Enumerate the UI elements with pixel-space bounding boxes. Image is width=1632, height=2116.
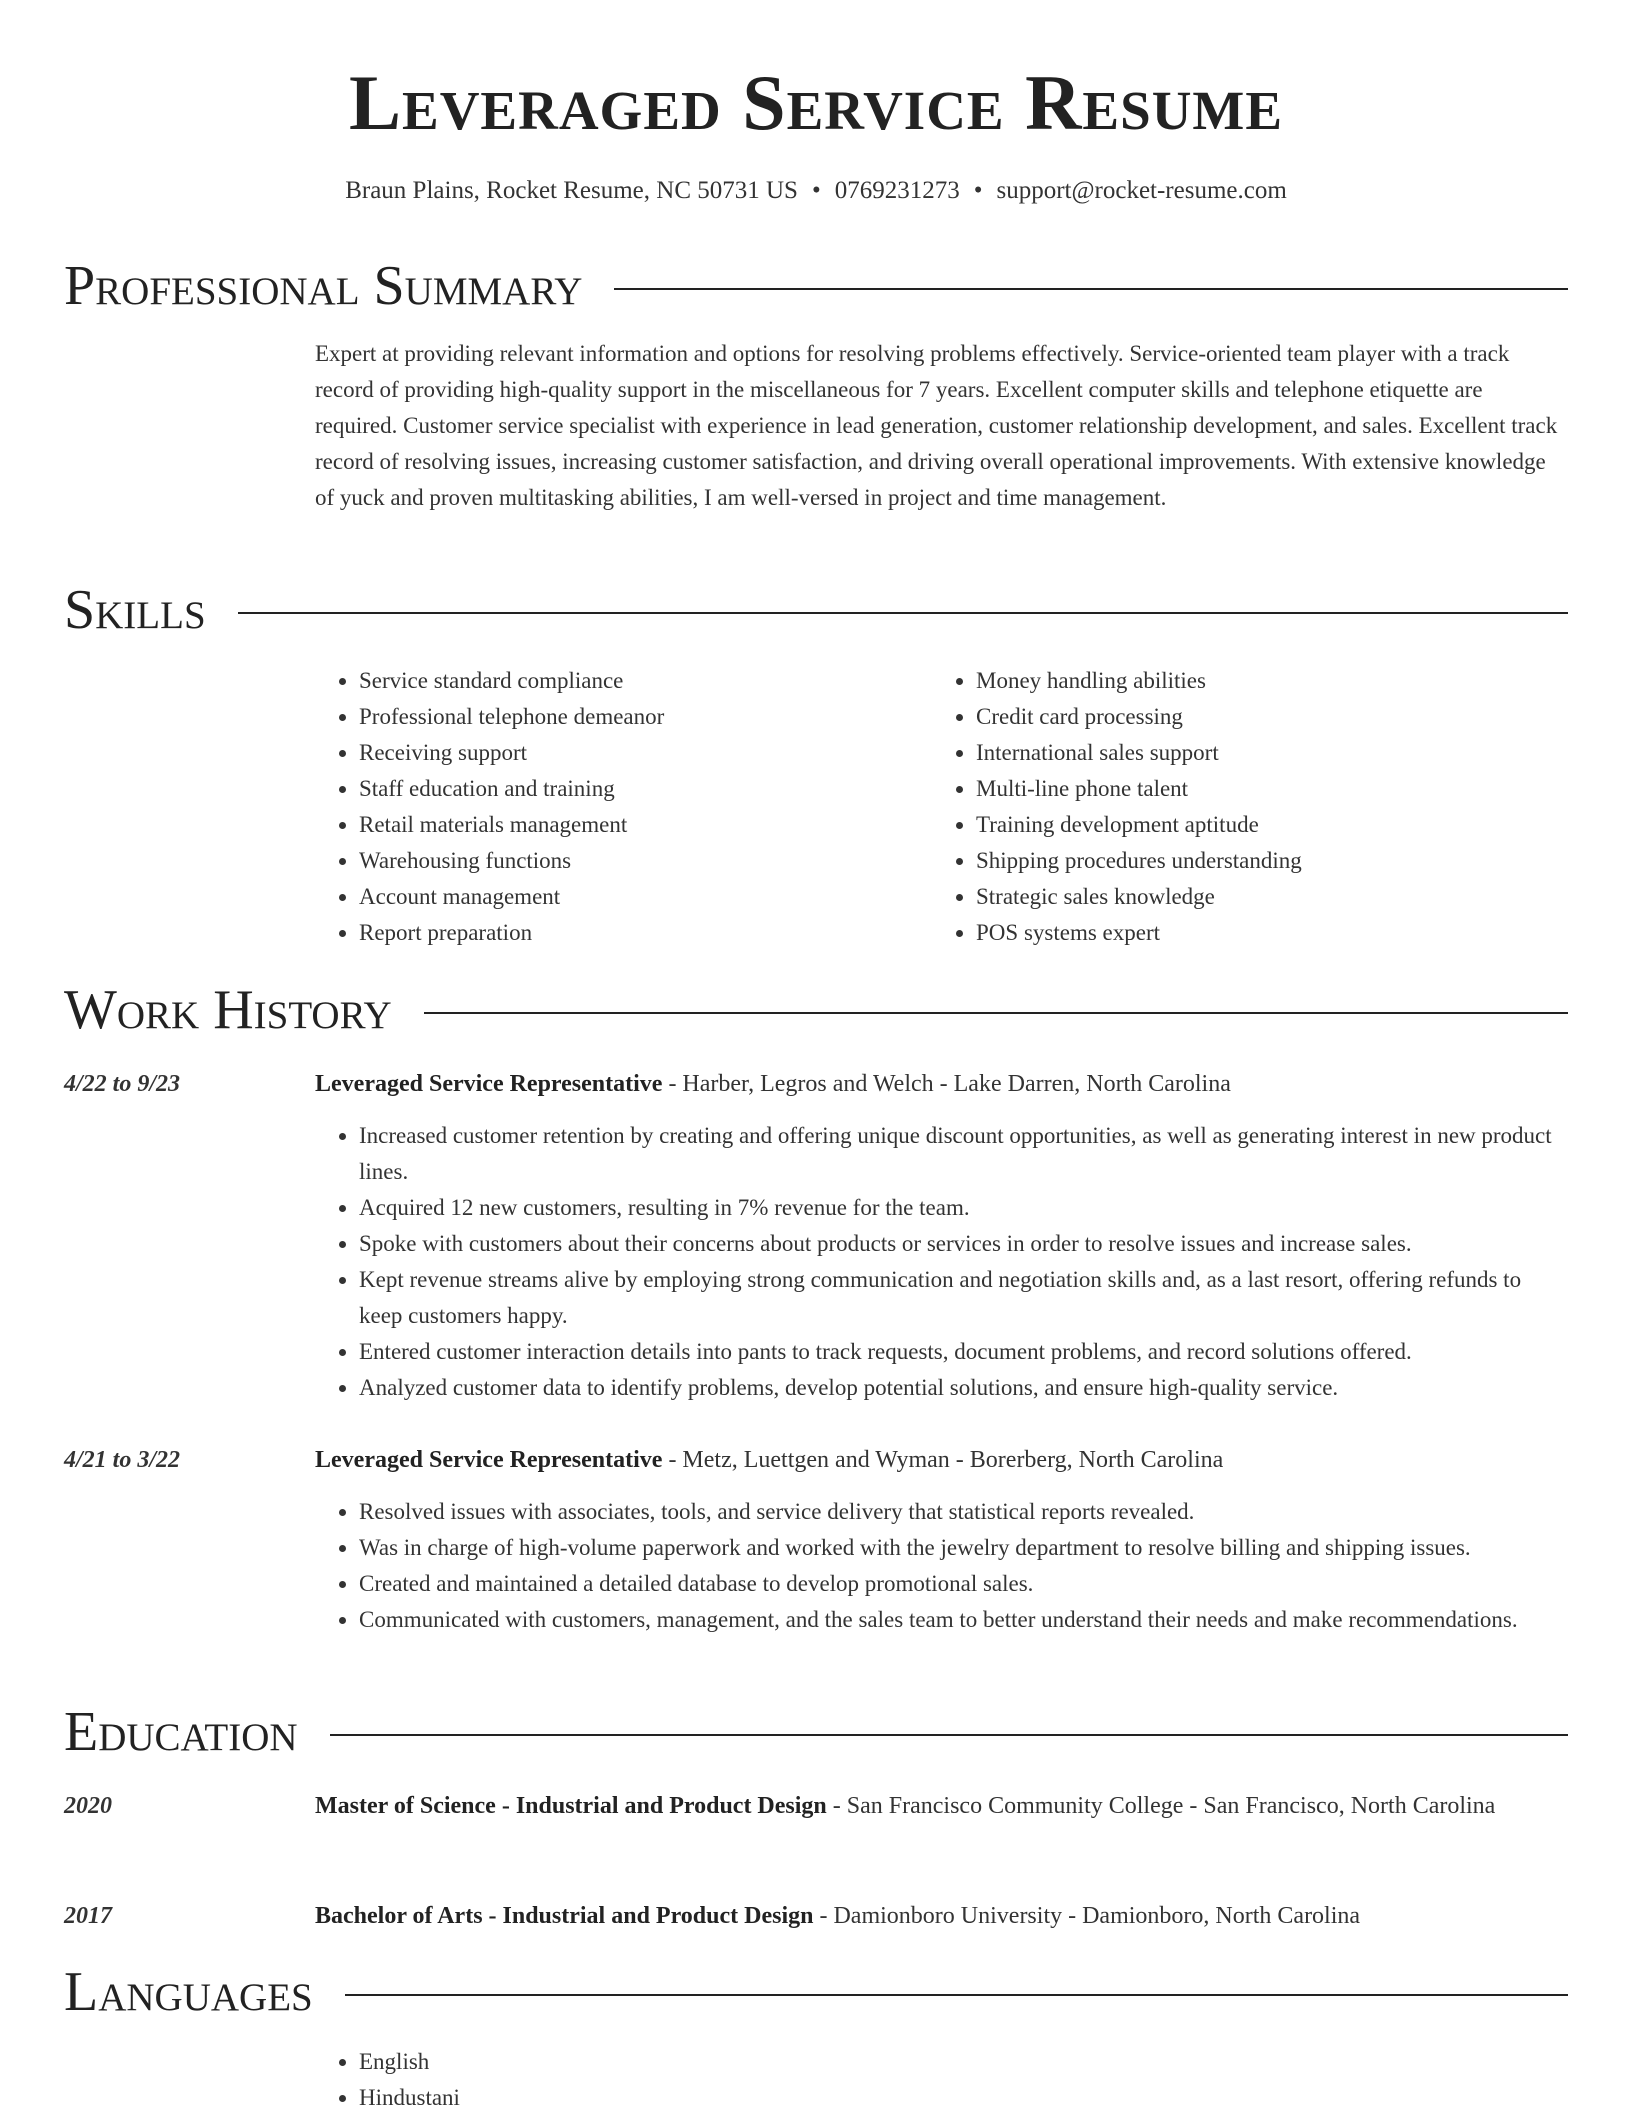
section-heading-skills	[64, 578, 1568, 642]
job-role: Leveraged Service Representative	[315, 1447, 663, 1473]
skill-item: • Service standard compliance	[359, 663, 932, 699]
education-details: - Damionboro University - Damionboro, North Carolina	[813, 1903, 1361, 1929]
language-item: • English	[359, 2044, 1568, 2080]
section-heading-languages	[64, 1960, 1568, 2024]
section-divider	[330, 1734, 1568, 1736]
education-degree: Master of Science - Industrial and Product Design	[315, 1793, 827, 1819]
contact-line	[64, 174, 1568, 208]
education-heading	[315, 1896, 1568, 1936]
skills-block	[315, 663, 1568, 951]
languages-list	[315, 2044, 1568, 2116]
skill-item: • International sales support	[976, 735, 1549, 771]
section-divider	[238, 612, 1568, 614]
job-bullet: • Resolved issues with associates, tools, and service delivery that statistical reports revealed.	[359, 1494, 1568, 1530]
languages-block	[315, 2044, 1568, 2116]
contact-phone: 0769231273	[834, 177, 960, 204]
job-dates: 4/22 to 9/23	[64, 1071, 181, 1097]
job-heading	[315, 1440, 1568, 1480]
section-heading-work-history	[64, 978, 1568, 1042]
education-year: 2017	[64, 1903, 112, 1929]
section-divider	[424, 1012, 1568, 1014]
skill-item: • Receiving support	[359, 735, 932, 771]
skill-item: • Strategic sales knowledge	[976, 879, 1549, 915]
skill-item: • Account management	[359, 879, 932, 915]
skill-item: • Warehousing functions	[359, 843, 932, 879]
job-bullet: • Was in charge of high-volume paperwork and worked with the jewelry department to resolve billing and shipping issues.	[359, 1530, 1568, 1566]
skills-list-left	[315, 663, 932, 951]
job-role: Leveraged Service Representative	[315, 1071, 663, 1097]
skills-columns	[315, 663, 1568, 951]
contact-separator: •	[811, 177, 821, 204]
skill-item: • Professional telephone demeanor	[359, 699, 932, 735]
skills-list-right	[932, 663, 1549, 951]
skill-item: • POS systems expert	[976, 915, 1549, 951]
job-heading	[315, 1064, 1568, 1104]
skill-item: • Retail materials management	[359, 807, 932, 843]
education-details: - San Francisco Community College - San Francisco, North Carolina	[826, 1793, 1496, 1819]
job-bullet: • Increased customer retention by creating and offering unique discount opportunities, as well as generating interest in new product lines.	[359, 1118, 1568, 1190]
job-bullet: • Kept revenue streams alive by employing strong communication and negotiation skills and, as a last resort, offering refunds to keep customers happy.	[359, 1262, 1568, 1334]
summary-text: Expert at providing relevant information and options for resolving problems effectively. Service-oriented team player with a track record of providing high-quality support in the miscellaneous for 7 years. Excellent computer skills and telephone etiquette are required. Customer service specialist with experience in lead generation, customer relationship development, and sales. Excellent track record of resolving issues, increasing customer satisfaction, and driving overall operational improvements. With extensive knowledge of yuck and proven multitasking abilities, I am well-versed in project and time management.	[315, 341, 1558, 510]
job-bullet: • Spoke with customers about their concerns about products or services in order to resolve issues and increase sales.	[359, 1226, 1568, 1262]
section-heading-label: Work History	[64, 979, 392, 1041]
skill-item: • Report preparation	[359, 915, 932, 951]
summary-block	[315, 336, 1568, 516]
section-heading-education	[64, 1700, 1568, 1764]
skill-item: • Shipping procedures understanding	[976, 843, 1549, 879]
job-details: - Metz, Luettgen and Wyman - Borerberg, North Carolina	[662, 1447, 1224, 1473]
contact-separator: •	[973, 177, 983, 204]
section-divider	[345, 1994, 1568, 1996]
skill-item: • Money handling abilities	[976, 663, 1549, 699]
education-year: 2020	[64, 1793, 112, 1819]
skill-item: • Staff education and training	[359, 771, 932, 807]
language-item: • Hindustani	[359, 2080, 1568, 2116]
section-divider	[614, 288, 1568, 290]
education-degree: Bachelor of Arts - Industrial and Product Design	[315, 1903, 814, 1929]
job-bullet: • Analyzed customer data to identify problems, develop potential solutions, and ensure high-quality service.	[359, 1370, 1568, 1406]
job-bullet: • Created and maintained a detailed database to develop promotional sales.	[359, 1566, 1568, 1602]
section-heading-summary	[64, 254, 1568, 318]
job-details: - Harber, Legros and Welch - Lake Darren, North Carolina	[662, 1071, 1231, 1097]
skill-item: • Multi-line phone talent	[976, 771, 1549, 807]
section-heading-label: Education	[64, 1701, 298, 1763]
education-heading	[315, 1786, 1568, 1826]
section-heading-label: Professional Summary	[64, 255, 583, 317]
job-bullet: • Entered customer interaction details into pants to track requests, document problems, and record solutions offered.	[359, 1334, 1568, 1370]
job-bullet: • Communicated with customers, management, and the sales team to better understand their needs and make recommendations.	[359, 1602, 1568, 1638]
resume-title: Leveraged Service Resume	[348, 59, 1284, 146]
contact-email[interactable]: support@rocket-resume.com	[996, 177, 1287, 204]
job-bullet: • Acquired 12 new customers, resulting in 7% revenue for the team.	[359, 1190, 1568, 1226]
skill-item: • Training development aptitude	[976, 807, 1549, 843]
job-bullets	[315, 1118, 1568, 1406]
job-bullets	[315, 1494, 1568, 1638]
contact-address: Braun Plains, Rocket Resume, NC 50731 US	[345, 177, 798, 204]
job-dates: 4/21 to 3/22	[64, 1447, 181, 1473]
section-heading-label: Skills	[64, 579, 206, 641]
skill-item: • Credit card processing	[976, 699, 1549, 735]
section-heading-label: Languages	[64, 1961, 313, 2023]
